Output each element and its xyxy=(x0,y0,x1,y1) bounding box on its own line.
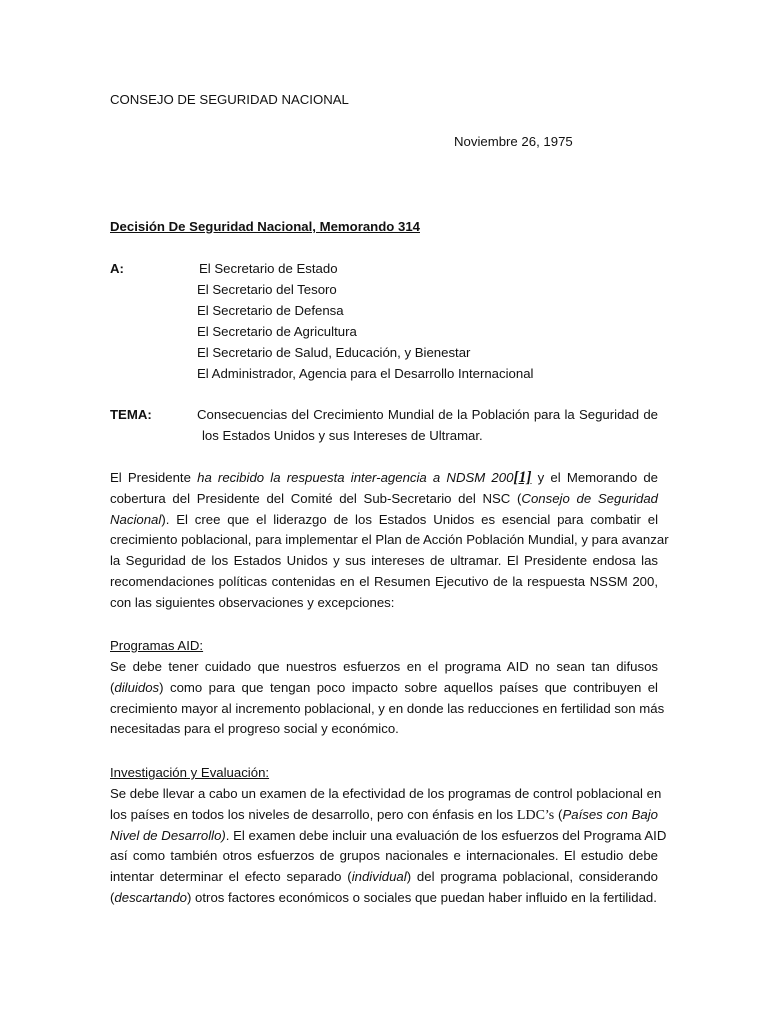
aid-paragraph xyxy=(110,657,665,740)
paragraph-line: crecimiento mayor al incremento poblacional, y en donde las reducciones en fertilidad son más xyxy=(110,700,665,716)
recipient: El Secretario de Agricultura xyxy=(197,324,357,339)
organization-heading: CONSEJO DE SEGURIDAD NACIONAL xyxy=(110,92,349,107)
paragraph-line: así como también otros esfuerzos de grupos nacionales e internacionales. El estudio debe xyxy=(110,848,658,864)
footnote-link[interactable]: [1] xyxy=(513,469,532,486)
recipient: El Secretario de Defensa xyxy=(197,303,344,318)
memo-title: Decisión De Seguridad Nacional, Memorando 314 xyxy=(110,219,420,234)
paragraph-line: intentar determinar el efecto separado (individual) del programa poblacional, considerando xyxy=(110,869,658,885)
document-date: Noviembre 26, 1975 xyxy=(454,134,573,149)
research-heading: Investigación y Evaluación: xyxy=(110,765,270,780)
subject-line: Consecuencias del Crecimiento Mundial de la Población para la Seguridad de xyxy=(197,407,658,422)
paragraph-line: Se debe tener cuidado que nuestros esfuerzos en el programa AID no sean tan difusos xyxy=(110,659,658,674)
paragraph-line: con las siguientes observaciones y excepciones: xyxy=(110,594,395,610)
paragraph-line: cobertura del Presidente del Comité del Sub-Secretario del NSC (Consejo de Seguridad xyxy=(110,490,658,506)
paragraph-line: (diluidos) como para que tengan poco impacto sobre aquellos países que contribuyen el xyxy=(110,679,658,695)
subject-label: TEMA: xyxy=(110,407,152,422)
intro-paragraph xyxy=(110,468,669,614)
recipient: El Secretario de Estado xyxy=(199,261,338,276)
recipient: El Secretario de Salud, Educación, y Bienestar xyxy=(197,345,471,360)
subject-line: los Estados Unidos y sus Intereses de Ultramar. xyxy=(202,428,483,443)
paragraph-line: Nivel de Desarrollo). El examen debe incluir una evaluación de los esfuerzos del Programa AID xyxy=(110,827,667,843)
paragraph-line: Nacional). El cree que el liderazgo de los Estados Unidos es esencial para combatir el xyxy=(110,511,658,527)
paragraph-line: recomendaciones políticas contenidas en el Resumen Ejecutivo de la respuesta NSSM 200, xyxy=(110,573,658,589)
paragraph-line: la Seguridad de los Estados Unidos y sus intereses de ultramar. El Presidente endosa las xyxy=(110,553,658,569)
to-label: A: xyxy=(110,261,124,276)
paragraph-line: los países en todos los niveles de desarrollo, pero con énfasis en los LDC’s (Países con Bajo xyxy=(110,806,658,823)
paragraph-line: Se debe llevar a cabo un examen de la efectividad de los programas de control poblacional en xyxy=(110,786,662,801)
paragraph-line: crecimiento poblacional, para implementar el Plan de Acción Población Mundial, y para avanzar xyxy=(110,532,669,548)
subject-text xyxy=(197,405,658,426)
recipient: El Administrador, Agencia para el Desarrollo Internacional xyxy=(197,366,534,381)
paragraph-line: necesitadas para el progreso social y económico. xyxy=(110,721,399,737)
aid-heading: Programas AID: xyxy=(110,638,204,653)
paragraph-line: El Presidente ha recibido la respuesta inter-agencia a NDSM 200[1] y el Memorando de xyxy=(110,469,659,486)
recipient: El Secretario del Tesoro xyxy=(197,282,337,297)
research-paragraph xyxy=(110,784,667,909)
paragraph-line: (descartando) otros factores económicos o sociales que puedan haber influido en la fertilidad. xyxy=(110,889,657,905)
